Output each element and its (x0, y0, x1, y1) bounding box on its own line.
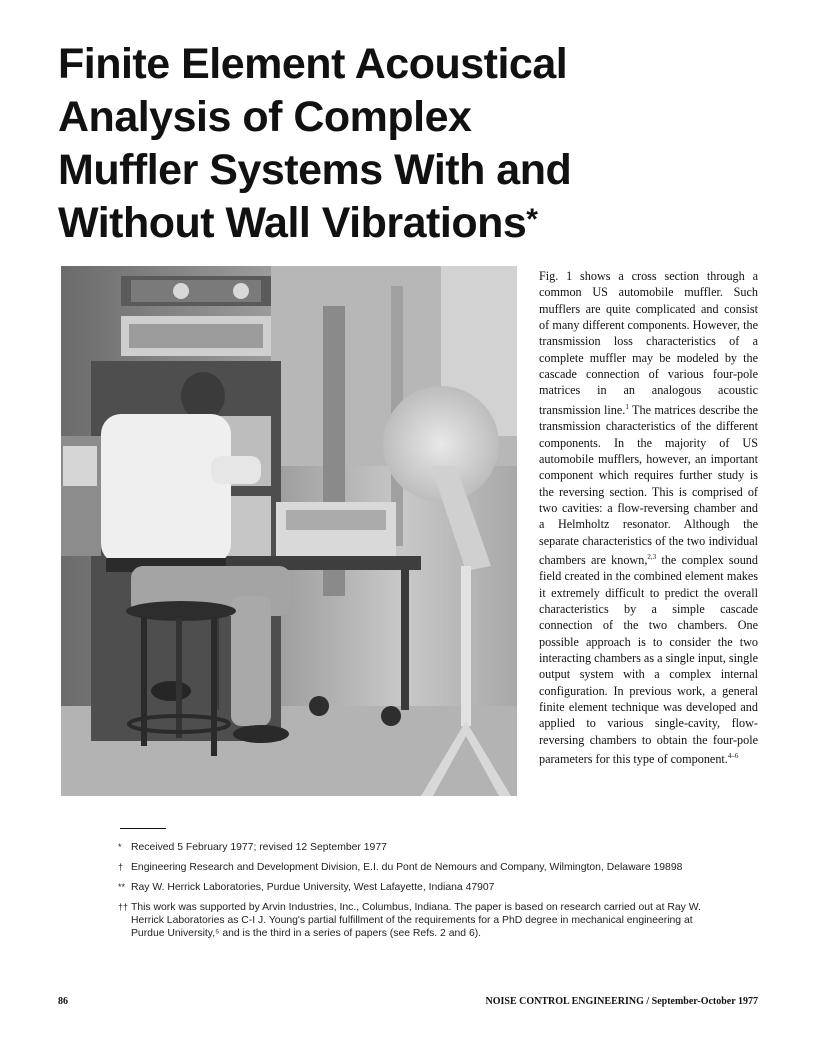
body-paragraph: Fig. 1 shows a cross section through a common US automobile muffler. Such mufflers are quite complicated and consist of many different components. However, the transmission loss characteristics of a complete muffler may be modeled by the cascade connection of various four-pole matrices in an analogous acoustic transmission line.$^1$ The matrices describe the transmission characteristics of the different components. In the majority of US automobile mufflers, however, an important component which requires further study is the reversing section. This is comprised of two cavities: a flow-reversing chamber and a Helmholtz resonator. Although the separate characteristics of the two individual chambers are known,$^{2,3}$ the complex sound field created in the combined element makes it extremely difficult to predict the overall characteristics by a simple cascade connection of the two chambers. One possible approach is to consider the two interacting chambers as a single input, single output system with a complex internal configuration. In previous work, a general finite element technique was developed and applied to various single-cavity, flow-reversing chambers to obtain the four-pole parameters for this type of component.$^{4-6}$ (539, 269, 758, 767)
footnote-acknowledgment (118, 901, 704, 940)
footnote-mark: † (118, 862, 124, 872)
lab-photo-illustration (61, 266, 517, 796)
article-title (58, 38, 698, 250)
lab-photograph (61, 266, 517, 796)
footnote-mark: †† (118, 902, 129, 912)
footnote-received (118, 841, 704, 854)
title-line: Analysis of Complex (58, 93, 472, 141)
footnote-text: Engineering Research and Development Division, E.I. du Pont de Nemours and Company, Wilmington, Delaware 19898 (131, 862, 683, 873)
footnote-rule (120, 828, 166, 829)
footnote-mark: * (118, 842, 122, 852)
title-line: Without Wall Vibrations* (58, 199, 538, 247)
title-line: Finite Element Acoustical (58, 40, 568, 88)
footnote-affiliation-herrick (118, 881, 704, 894)
footnote-text: Ray W. Herrick Laboratories, Purdue University, West Lafayette, Indiana 47907 (131, 882, 495, 893)
footnote-text: This work was supported by Arvin Industries, Inc., Columbus, Indiana. The paper is based on research carried out at Ray W. Herrick Laboratories as C-I J. Young's partial fulfillment of the requirements for a PhD degree in mechanical engineering at Purdue University,⁵ and is the third in a series of papers (see Refs. 2 and 6). (131, 902, 701, 939)
footnotes (118, 841, 704, 947)
title-footnote-mark: * (526, 203, 538, 236)
footnote-mark: ** (118, 882, 126, 892)
footnote-affiliation-dupont (118, 861, 704, 874)
reference-superscript: 2,3 (647, 552, 657, 561)
title-line: Muffler Systems With and (58, 146, 572, 194)
running-footer: NOISE CONTROL ENGINEERING / September-October 1977 (485, 996, 758, 1007)
reference-superscript: 4–6 (727, 752, 739, 761)
footnote-text: Received 5 February 1977; revised 12 September 1977 (131, 842, 387, 853)
reference-superscript: 1 (625, 402, 629, 411)
page-number: 86 (58, 996, 68, 1007)
